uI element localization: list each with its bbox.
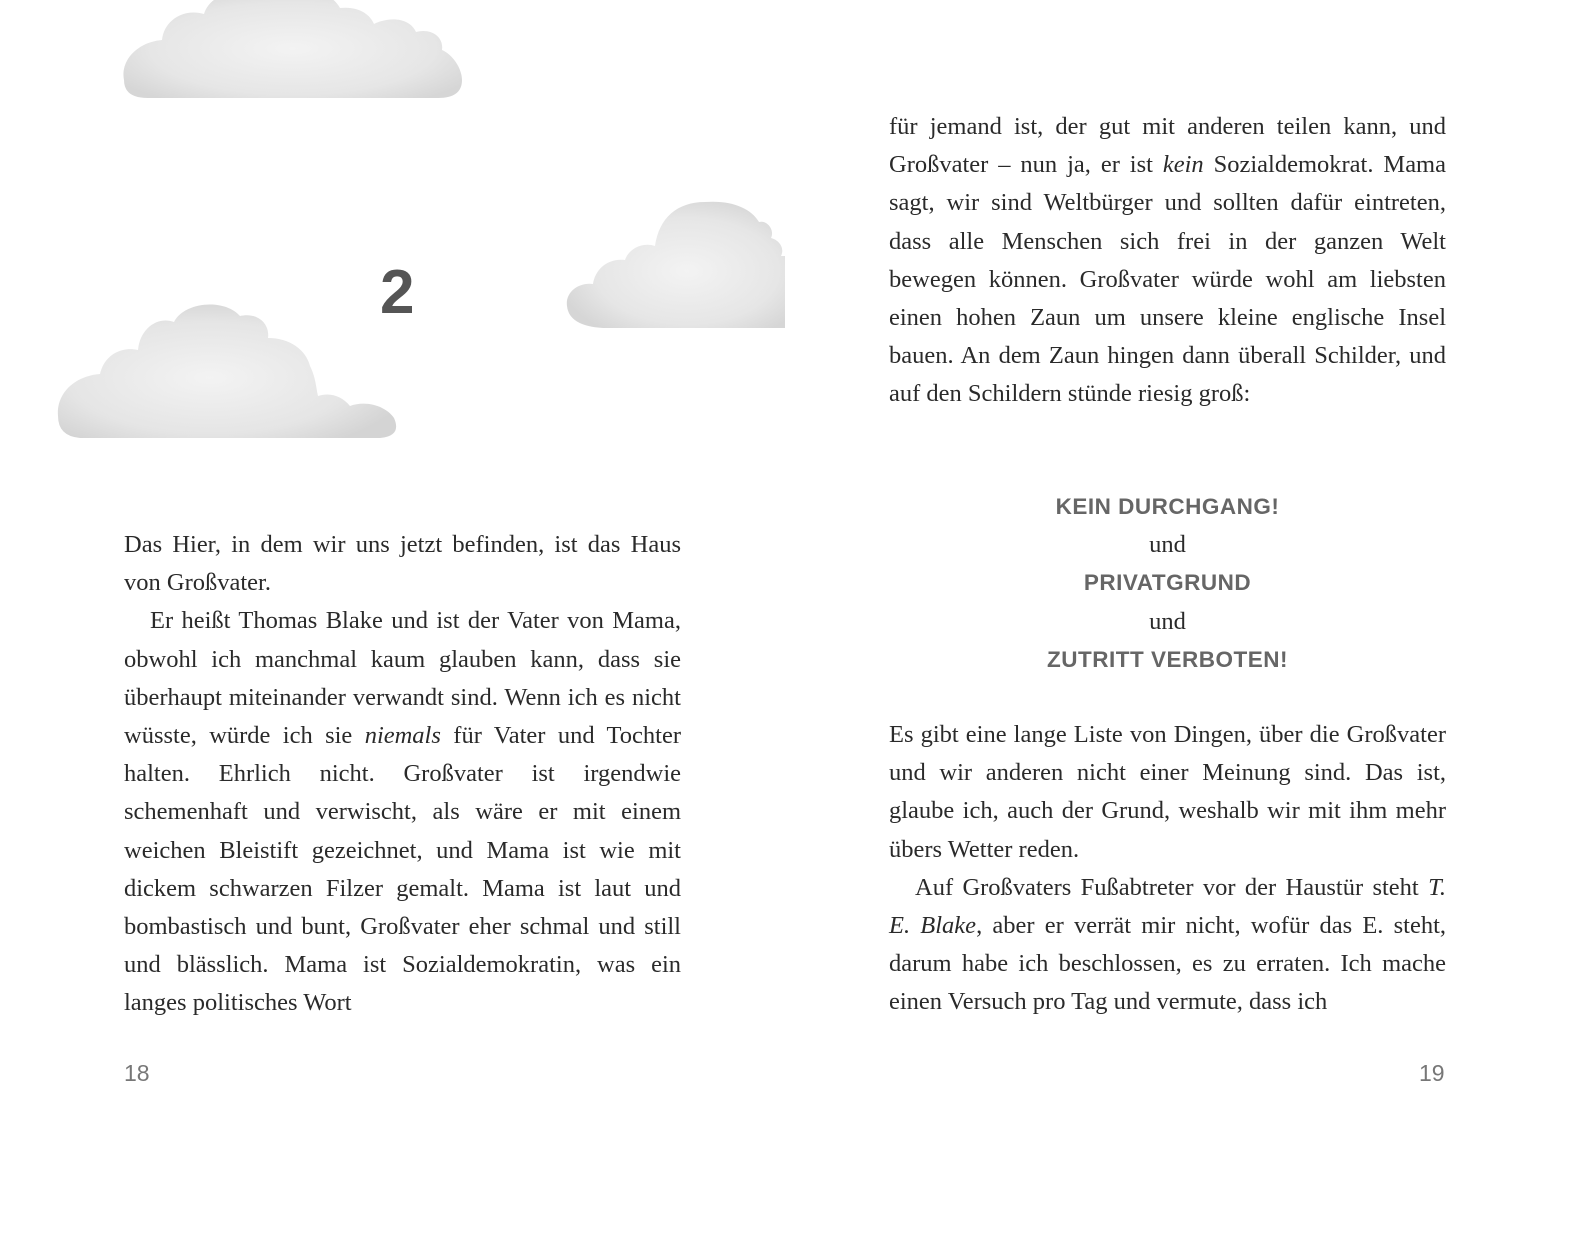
text-run: Sozialdemokrat. Mama sagt, wir sind Weltbürger und sollten dafür eintreten, dass alle Menschen sich frei in der ganzen Welt bewegen können. Großvater würde wohl am liebsten einen hohen Zaun um unsere kleine englische Insel bauen. An dem Zaun hingen dann überall Schilder, und auf den Schildern stünde riesig groß: bbox=[889, 151, 1446, 408]
cloud-left-icon bbox=[54, 298, 402, 444]
paragraph bbox=[889, 716, 1446, 869]
text-run: Auf Großvaters Fußabtreter vor der Haustür steht bbox=[915, 873, 1429, 901]
cloud-right-icon bbox=[563, 196, 785, 336]
cloud-illustration bbox=[563, 196, 785, 336]
paragraph bbox=[889, 108, 1446, 414]
sign-connector: und bbox=[1149, 531, 1186, 559]
page-number-right: 19 bbox=[1419, 1060, 1445, 1086]
right-body-text-top bbox=[889, 108, 1446, 414]
sign-connector: und bbox=[1149, 607, 1186, 635]
sign-list bbox=[889, 488, 1446, 679]
sign-kein-durchgang: KEIN DURCHGANG! bbox=[1055, 494, 1280, 519]
italic-text: T. E. Blake bbox=[889, 873, 1446, 940]
cloud-top-left-icon bbox=[118, 0, 466, 105]
text-run: Das Hier, in dem wir uns jetzt befinden, ist das Haus von Großvater. bbox=[124, 531, 681, 597]
paragraph bbox=[124, 602, 681, 1022]
page-number-left: 18 bbox=[124, 1060, 150, 1086]
paragraph bbox=[889, 869, 1446, 1022]
text-run: , aber er verrät mir nicht, wofür das E. steht, darum habe ich beschlossen, es zu erraten. Ich mache einen Versuch pro Tag und vermute, dass ich bbox=[889, 912, 1446, 1016]
text-run: Es gibt eine lange Liste von Dingen, über die Großvater und wir anderen nicht einer Meinung sind. Das ist, glaube ich, auch der Grund, weshalb wir mit ihm mehr übers Wetter reden. bbox=[889, 721, 1446, 863]
text-run: für Vater und Tochter halten. Ehrlich nicht. Großvater ist irgendwie schemenhaft und verwischt, als wäre er mit einem weichen Bleistift gezeichnet, und Mama ist wie mit dickem schwarzen Filzer gemalt. Mama ist laut und bombastisch und bunt, Großvater eher schmal und still und blässlich. Mama ist Sozialdemokratin, was ein langes politisches Wort bbox=[124, 722, 681, 1017]
right-body-text-bottom bbox=[889, 716, 1446, 1022]
text-run: für jemand ist, der gut mit anderen teilen kann, und Großvater – nun ja, er ist bbox=[889, 113, 1446, 179]
paragraph bbox=[124, 526, 681, 602]
sign-privatgrund: PRIVATGRUND bbox=[1083, 570, 1252, 596]
right-page bbox=[797, 0, 1594, 1240]
italic-text: kein bbox=[1162, 151, 1204, 179]
left-body-text bbox=[124, 526, 681, 1023]
cloud-illustration bbox=[118, 0, 466, 105]
italic-text: niemals bbox=[364, 722, 441, 750]
text-run: Er heißt Thomas Blake und ist der Vater von Mama, obwohl ich manchmal kaum glauben kann, dass sie überhaupt miteinander verwandt sind. Wenn ich es nicht wüsste, würde ich sie bbox=[124, 607, 681, 750]
sign-zutritt-verboten: ZUTRITT VERBOTEN! bbox=[1047, 646, 1288, 672]
cloud-illustration bbox=[54, 298, 402, 444]
chapter-number: 2 bbox=[380, 258, 415, 327]
